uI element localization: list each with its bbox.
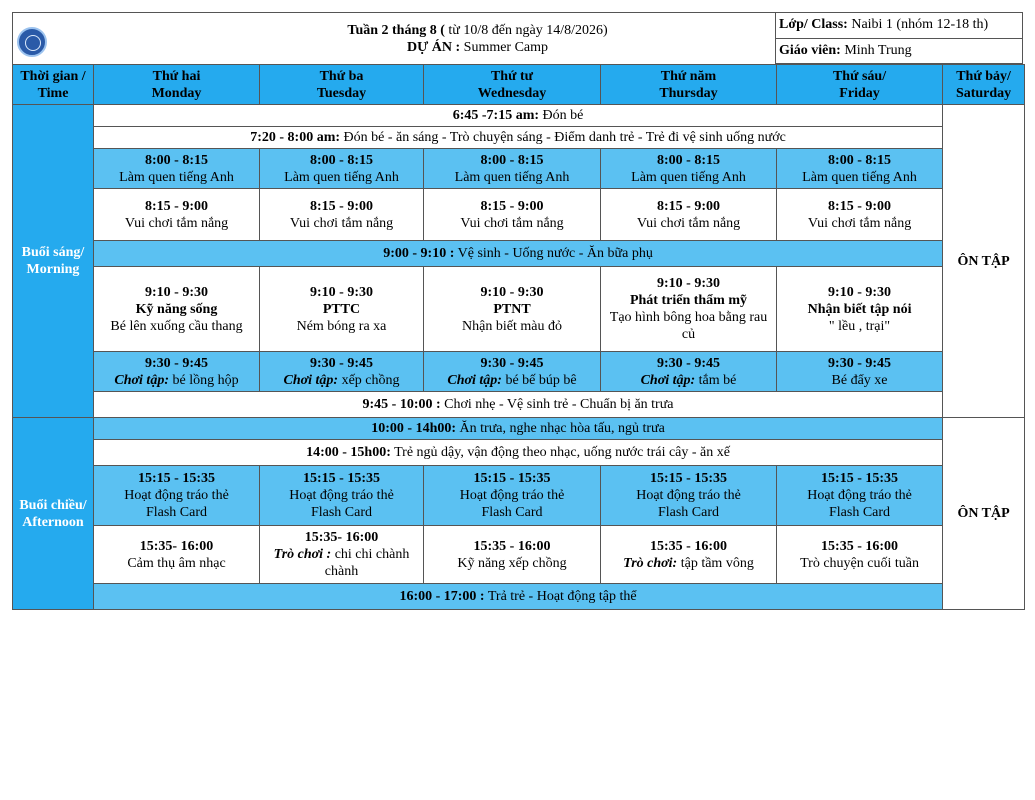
cell-english: 8:00 - 8:15 Làm quen tiếng Anh [260, 149, 424, 189]
week-title: Tuần 2 tháng 8 ( [347, 22, 445, 38]
teacher-value: Minh Trung [840, 43, 912, 58]
cell-lesson: 9:10 - 9:30 Phát triển thẩm mỹ Tạo hình bông hoa bằng rau củ [601, 267, 777, 352]
school-logo-icon [17, 27, 47, 57]
cell-flashcard: 15:15 - 15:35 Hoạt động tráo thẻ Flash Card [424, 466, 601, 526]
cell-play: 9:30 - 9:45 Chơi tập: bé bế búp bê [424, 352, 601, 392]
cell-outdoor-play: 8:15 - 9:00 Vui chơi tắm nắng [601, 189, 777, 241]
table-row [13, 149, 1025, 189]
saturday-review-afternoon: ÔN TẬP [943, 418, 1025, 610]
cell-afternoon-activity: 15:35 - 16:00 Trò chơi: tập tầm vông [601, 526, 777, 584]
week-range: từ 10/8 đến ngày 14/8/2026) [444, 22, 608, 38]
afternoon-session-label: Buổi chiều/ Afternoon [13, 418, 94, 610]
cell-lesson: 9:10 - 9:30 Kỹ năng sống Bé lên xuống cầu thang [94, 267, 260, 352]
cell-lesson: 9:10 - 9:30 Nhận biết tập nói " lều , trại" [777, 267, 943, 352]
cell-flashcard: 15:15 - 15:35 Hoạt động tráo thẻ Flash Card [777, 466, 943, 526]
saturday-review-morning: ÔN TẬP [943, 105, 1025, 418]
table-row [13, 584, 1025, 610]
project-label: DỰ ÁN : [407, 39, 461, 55]
cell-outdoor-play: 8:15 - 9:00 Vui chơi tắm nắng [777, 189, 943, 241]
cell-outdoor-play: 8:15 - 9:00 Vui chơi tắm nắng [260, 189, 424, 241]
cell-outdoor-play: 8:15 - 9:00 Vui chơi tắm nắng [424, 189, 601, 241]
table-row [13, 241, 1025, 267]
cell-afternoon-activity: 15:35 - 16:00 Kỹ năng xếp chồng [424, 526, 601, 584]
row-wakeup: 14:00 - 15h00: Trẻ ngủ dậy, vận động theo nhạc, uống nước trái cây - ăn xế [94, 440, 943, 466]
cell-play: 9:30 - 9:45 Chơi tập: xếp chồng [260, 352, 424, 392]
teacher-label: Giáo viên: [779, 43, 841, 58]
col-tuesday-header: Thứ ba Tuesday [260, 65, 424, 105]
project-name: Summer Camp [460, 39, 549, 55]
cell-play: 9:30 - 9:45 Bé đẩy xe [777, 352, 943, 392]
cell-flashcard: 15:15 - 15:35 Hoạt động tráo thẻ Flash Card [94, 466, 260, 526]
table-row [13, 418, 1025, 440]
cell-afternoon-activity: 15:35- 16:00 Cảm thụ âm nhạc [94, 526, 260, 584]
cell-play: 9:30 - 9:45 Chơi tập: bé lồng hộp [94, 352, 260, 392]
table-row [13, 127, 1025, 149]
col-friday-header: Thứ sáu/ Friday [777, 65, 943, 105]
class-label: Lớp/ Class: [779, 17, 848, 32]
row-arrival: 6:45 -7:15 am: Đón bé [94, 105, 943, 127]
col-wednesday-header: Thứ tư Wednesday [424, 65, 601, 105]
table-row [13, 392, 1025, 418]
table-row [13, 466, 1025, 526]
cell-play: 9:30 - 9:45 Chơi tập: tắm bé [601, 352, 777, 392]
weekly-schedule-table [12, 12, 1025, 610]
table-row [13, 267, 1025, 352]
table-row [13, 440, 1025, 466]
table-row [13, 189, 1025, 241]
cell-english: 8:00 - 8:15 Làm quen tiếng Anh [601, 149, 777, 189]
table-row [13, 352, 1025, 392]
cell-afternoon-activity: 15:35- 16:00 Trò chơi : chi chi chành chành [260, 526, 424, 584]
morning-session-label: Buổi sáng/ Morning [13, 105, 94, 418]
cell-english: 8:00 - 8:15 Làm quen tiếng Anh [424, 149, 601, 189]
cell-outdoor-play: 8:15 - 9:00 Vui chơi tắm nắng [94, 189, 260, 241]
cell-english: 8:00 - 8:15 Làm quen tiếng Anh [777, 149, 943, 189]
cell-afternoon-activity: 15:35 - 16:00 Trò chuyện cuối tuần [777, 526, 943, 584]
col-saturday-header: Thứ bảy/ Saturday [943, 65, 1025, 105]
row-prep-lunch: 9:45 - 10:00 : Chơi nhẹ - Vệ sinh trẻ - Chuẩn bị ăn trưa [94, 392, 943, 418]
row-snack: 9:00 - 9:10 : Vệ sinh - Uống nước - Ăn bữa phụ [94, 241, 943, 267]
row-pickup: 16:00 - 17:00 : Trả trẻ - Hoạt động tập thể [94, 584, 943, 610]
teacher-info-box [775, 38, 1023, 64]
row-lunch: 10:00 - 14h00: Ăn trưa, nghe nhạc hòa tấu, ngủ trưa [94, 418, 943, 440]
row-breakfast: 7:20 - 8:00 am: Đón bé - ăn sáng - Trò chuyện sáng - Điểm danh trẻ - Trẻ đi vệ sinh uống nước [94, 127, 943, 149]
col-time-header: Thời gian / Time [13, 65, 94, 105]
cell-flashcard: 15:15 - 15:35 Hoạt động tráo thẻ Flash Card [260, 466, 424, 526]
cell-flashcard: 15:15 - 15:35 Hoạt động tráo thẻ Flash Card [601, 466, 777, 526]
col-monday-header: Thứ hai Monday [94, 65, 260, 105]
class-value: Naibi 1 (nhóm 12-18 th) [847, 17, 989, 32]
col-thursday-header: Thứ năm Thursday [601, 65, 777, 105]
cell-lesson: 9:10 - 9:30 PTTC Ném bóng ra xa [260, 267, 424, 352]
cell-lesson: 9:10 - 9:30 PTNT Nhận biết màu đỏ [424, 267, 601, 352]
cell-english: 8:00 - 8:15 Làm quen tiếng Anh [94, 149, 260, 189]
table-row [13, 526, 1025, 584]
table-row [13, 105, 1025, 127]
class-info-box [775, 12, 1023, 38]
